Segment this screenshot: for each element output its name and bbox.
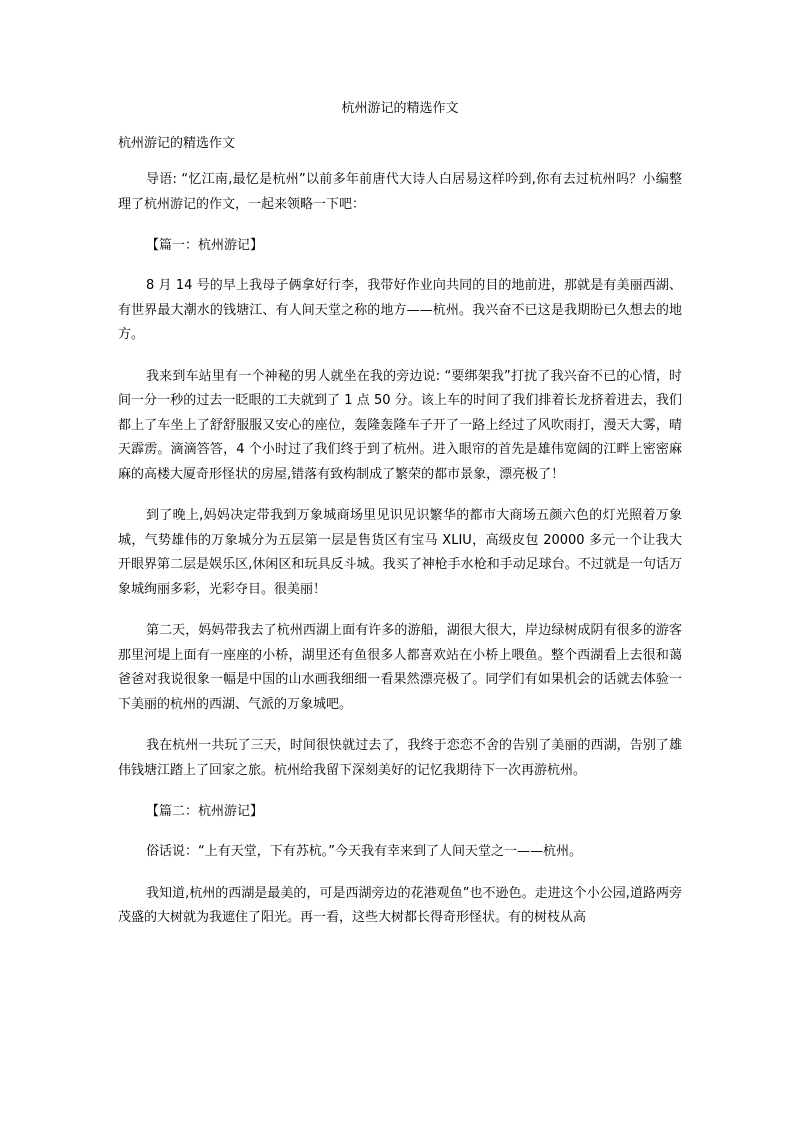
document-title: 杭州游记的精选作文 (341, 101, 459, 116)
paragraph: 到了晚上,妈妈决定带我到万象城商场里见识见识繁华的都市大商场五颜六色的灯光照着万象城，气势雄伟的万象城分为五层第一层是售货区有宝马 XLIU，高级皮包 20000 多元一个让我大开眼界第二层是娱乐区,休闲区和玩具反斗城。我买了神枪手水枪和手动足球台。不过就是一句话万象城绚丽多彩，光彩夺目。很美丽！ (118, 508, 682, 597)
paragraph: 我来到车站里有一个神秘的男人就坐在我的旁边说: “要绑架我”打扰了我兴奋不已的心情，时间一分一秒的过去一眨眼的工夫就到了 1 点 50 分。该上车的时间了我们排着长龙挤着进去，我们都上了车坐上了舒舒服服又安心的座位，轰隆轰隆车子开了一路上经过了风吹雨打，漫天大雾，晴天霹雳。滴滴答答，4 个小时过了我们终于到了杭州。进入眼帘的首先是雄伟宽阔的江畔上密密麻麻的高楼大厦奇形怪状的房屋,错落有致构制成了繁荣的都市景象，漂亮极了！ (118, 368, 682, 482)
paragraph: 8 月 14 号的早上我母子俩拿好行李，我带好作业向共同的目的地前进，那就是有美丽西湖、有世界最大潮水的钱塘江、有人间天堂之称的地方——杭州。我兴奋不已这是我期盼已久想去的地方。 (118, 278, 682, 342)
section-heading-2: 【篇二：杭州游记】 (146, 804, 264, 819)
document-subtitle: 杭州游记的精选作文 (118, 136, 236, 151)
document-body (118, 98, 682, 948)
paragraph: 我在杭州一共玩了三天，时间很快就过去了，我终于恋恋不舍的告别了美丽的西湖，告别了雄伟钱塘江踏上了回家之旅。杭州给我留下深刻美好的记忆我期待下一次再游杭州。 (118, 738, 682, 778)
intro-paragraph: 导语: “忆江南,最忆是杭州”以前多年前唐代大诗人白居易这样吟到,你有去过杭州吗？小编整理了杭州游记的作文，一起来领略一下吧： (118, 172, 682, 212)
paragraph: 俗话说：“上有天堂，下有苏杭。”今天我有幸来到了人间天堂之一——杭州。 (146, 844, 582, 859)
section-heading-1: 【篇一：杭州游记】 (146, 238, 264, 253)
paragraph: 第二天，妈妈带我去了杭州西湖上面有许多的游船，湖很大很大，岸边绿树成阴有很多的游客那里河堤上面有一座座的小桥，湖里还有鱼很多人都喜欢站在小桥上喂鱼。整个西湖看上去很和蔼爸爸对我说很象一幅是中国的山水画我细细一看果然漂亮极了。同学们有如果机会的话就去体验一下美丽的杭州的西湖、气派的万象城吧。 (118, 623, 682, 712)
paragraph: 我知道,杭州的西湖是最美的，可是西湖旁边的花港观鱼”也不逊色。走进这个小公园,道路两旁茂盛的大树就为我遮住了阳光。再一看，这些大树都长得奇形怪状。有的树枝从高 (118, 885, 682, 925)
